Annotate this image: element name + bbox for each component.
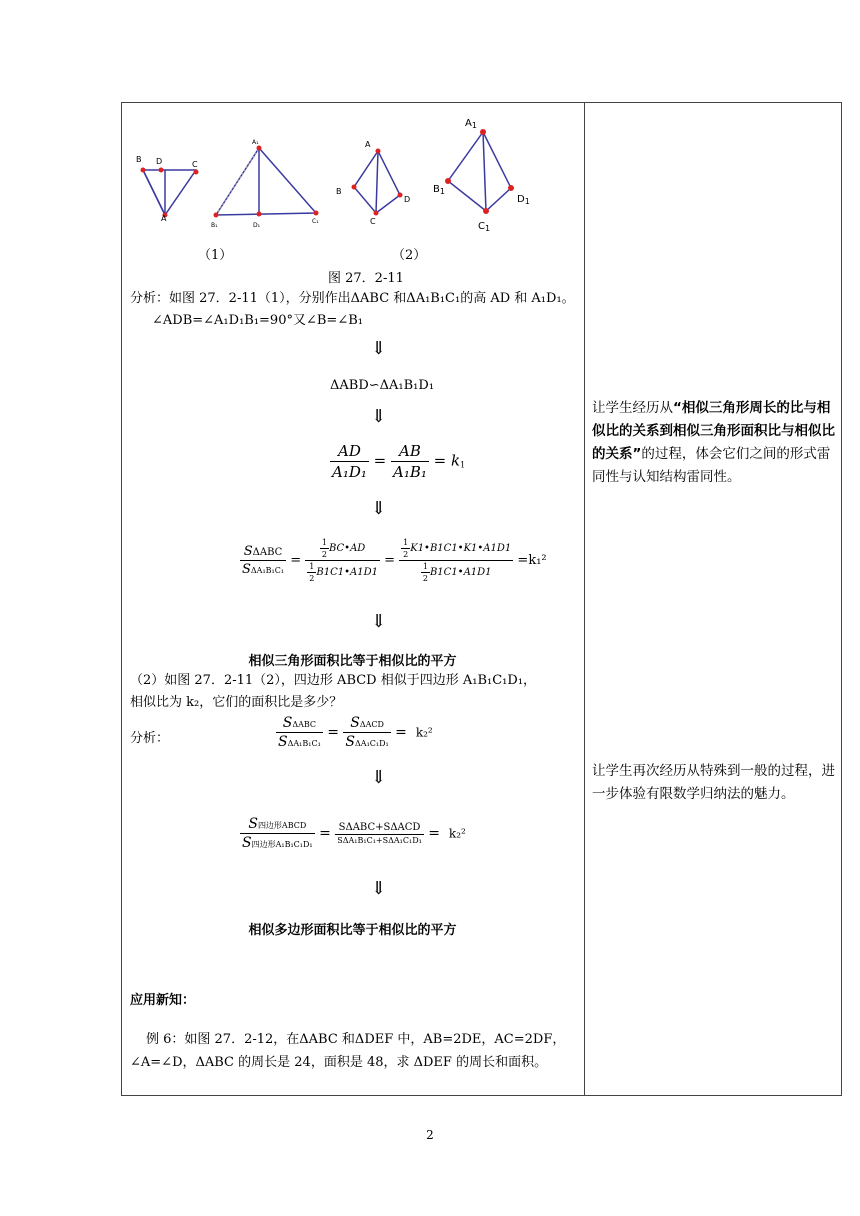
page-number: 2 bbox=[426, 1128, 434, 1142]
figure-quadrilaterals bbox=[340, 115, 530, 230]
caption-2: （2） bbox=[392, 248, 427, 263]
apply-heading: 应用新知： bbox=[130, 993, 196, 1008]
label-quad-D: D bbox=[404, 195, 411, 204]
example-line-1: 例 6：如图 27．2-12，在ΔABC 和ΔDEF 中，AB=2DE，AC=2DF， bbox=[146, 1032, 566, 1047]
area-equation: $\frac{\text{SΔABC}}{\text{SΔA₁B₁C₁}}$ = $\frac{1}{2}$ BC•AD $\frac{1}{2}$ B1C1•A1D1 = $\frac{1}{2}$ K1•B1C1•K1•A1D1 $\frac{1}{2}$ B1C1•A1D1 =k₁² bbox=[242, 538, 547, 583]
figure-triangles bbox=[128, 130, 328, 240]
arrow-1: ⇓ bbox=[371, 338, 387, 359]
part2-line-1: （2）如图 27．2-11（2），四边形 ABCD 相似于四边形 A₁B₁C₁D₁， bbox=[130, 673, 537, 688]
analysis-line-2: ∠ADB=∠A₁D₁B₁=90°又∠B=∠B₁ bbox=[152, 313, 363, 328]
arrow-6: ⇓ bbox=[371, 878, 387, 899]
arrow-2: ⇓ bbox=[371, 406, 387, 427]
part2-equation-1: $\frac{\text{SΔABC}}{\text{SΔA₁B₁C₁}}$ = $\frac{\text{SΔACD}}{\text{SΔA₁C₁D₁}}$ = k₂² bbox=[278, 715, 433, 750]
label-A1: A₁ bbox=[252, 139, 259, 146]
label-quad-A1: $A_1$ bbox=[465, 118, 477, 130]
label-quad-C1: $C_1$ bbox=[478, 221, 491, 233]
label-quad-C: C bbox=[370, 217, 376, 226]
analysis-line-1: 分析：如图 27．2-11（1），分别作出ΔABC 和ΔA₁B₁C₁的高 AD 和 A₁D₁。 bbox=[130, 291, 575, 306]
part2-line-2: 相似比为 k₂，它们的面积比是多少？ bbox=[130, 695, 343, 710]
label-D: D bbox=[156, 157, 163, 166]
conclusion-1: 相似三角形面积比等于相似比的平方 bbox=[248, 654, 457, 669]
arrow-5: ⇓ bbox=[371, 767, 387, 788]
ratio-equation: $\frac{AD}{\text{A₁D₁}}$ = $\frac{AB}{\text{A₁B₁}}$ = $k_1$ bbox=[332, 442, 466, 481]
part2-equation-2: $\frac{\text{S四边形ABCD}}{\text{S四边形A₁B₁C₁D₁}}$ = $\frac{\text{SΔABC+SΔACD}}{\text{SΔA₁B₁C₁+SΔA₁C₁D₁}}$ = k₂² bbox=[242, 816, 466, 851]
label-A: A bbox=[161, 214, 167, 223]
figure-title: 图 27．2-11 bbox=[328, 271, 404, 286]
caption-1: （1） bbox=[198, 248, 233, 263]
side-note-1: 让学生经历从“相似三角形周长的比与相似比的关系到相似三角形面积比与相似比的关系”的过程，体会它们之间的形式雷同性与认知结构雷同性。 bbox=[592, 400, 835, 485]
arrow-3: ⇓ bbox=[371, 498, 387, 519]
label-D1: D₁ bbox=[253, 222, 261, 229]
column-divider bbox=[584, 102, 585, 1096]
label-C1: C₁ bbox=[312, 218, 319, 225]
arrow-4: ⇓ bbox=[371, 611, 387, 632]
label-B: B bbox=[136, 155, 142, 164]
label-quad-B: B bbox=[336, 187, 342, 196]
label-quad-D1: $D_1$ bbox=[517, 194, 530, 206]
label-B1: B₁ bbox=[211, 222, 218, 229]
part2-label: 分析： bbox=[130, 731, 170, 746]
conclusion-2: 相似多边形面积比等于相似比的平方 bbox=[248, 923, 457, 938]
example-line-2: ∠A=∠D，ΔABC 的周长是 24，面积是 48，求 ΔDEF 的周长和面积。 bbox=[130, 1055, 548, 1070]
label-quad-A: A bbox=[365, 140, 371, 149]
label-quad-B1: $B_1$ bbox=[433, 184, 445, 196]
similar-triangles: ΔABD∽ΔA₁B₁D₁ bbox=[330, 378, 435, 393]
label-C: C bbox=[192, 160, 198, 169]
side-note-2: 让学生再次经历从特殊到一般的过程，进一步体验有限数学归纳法的魅力。 bbox=[592, 763, 835, 802]
